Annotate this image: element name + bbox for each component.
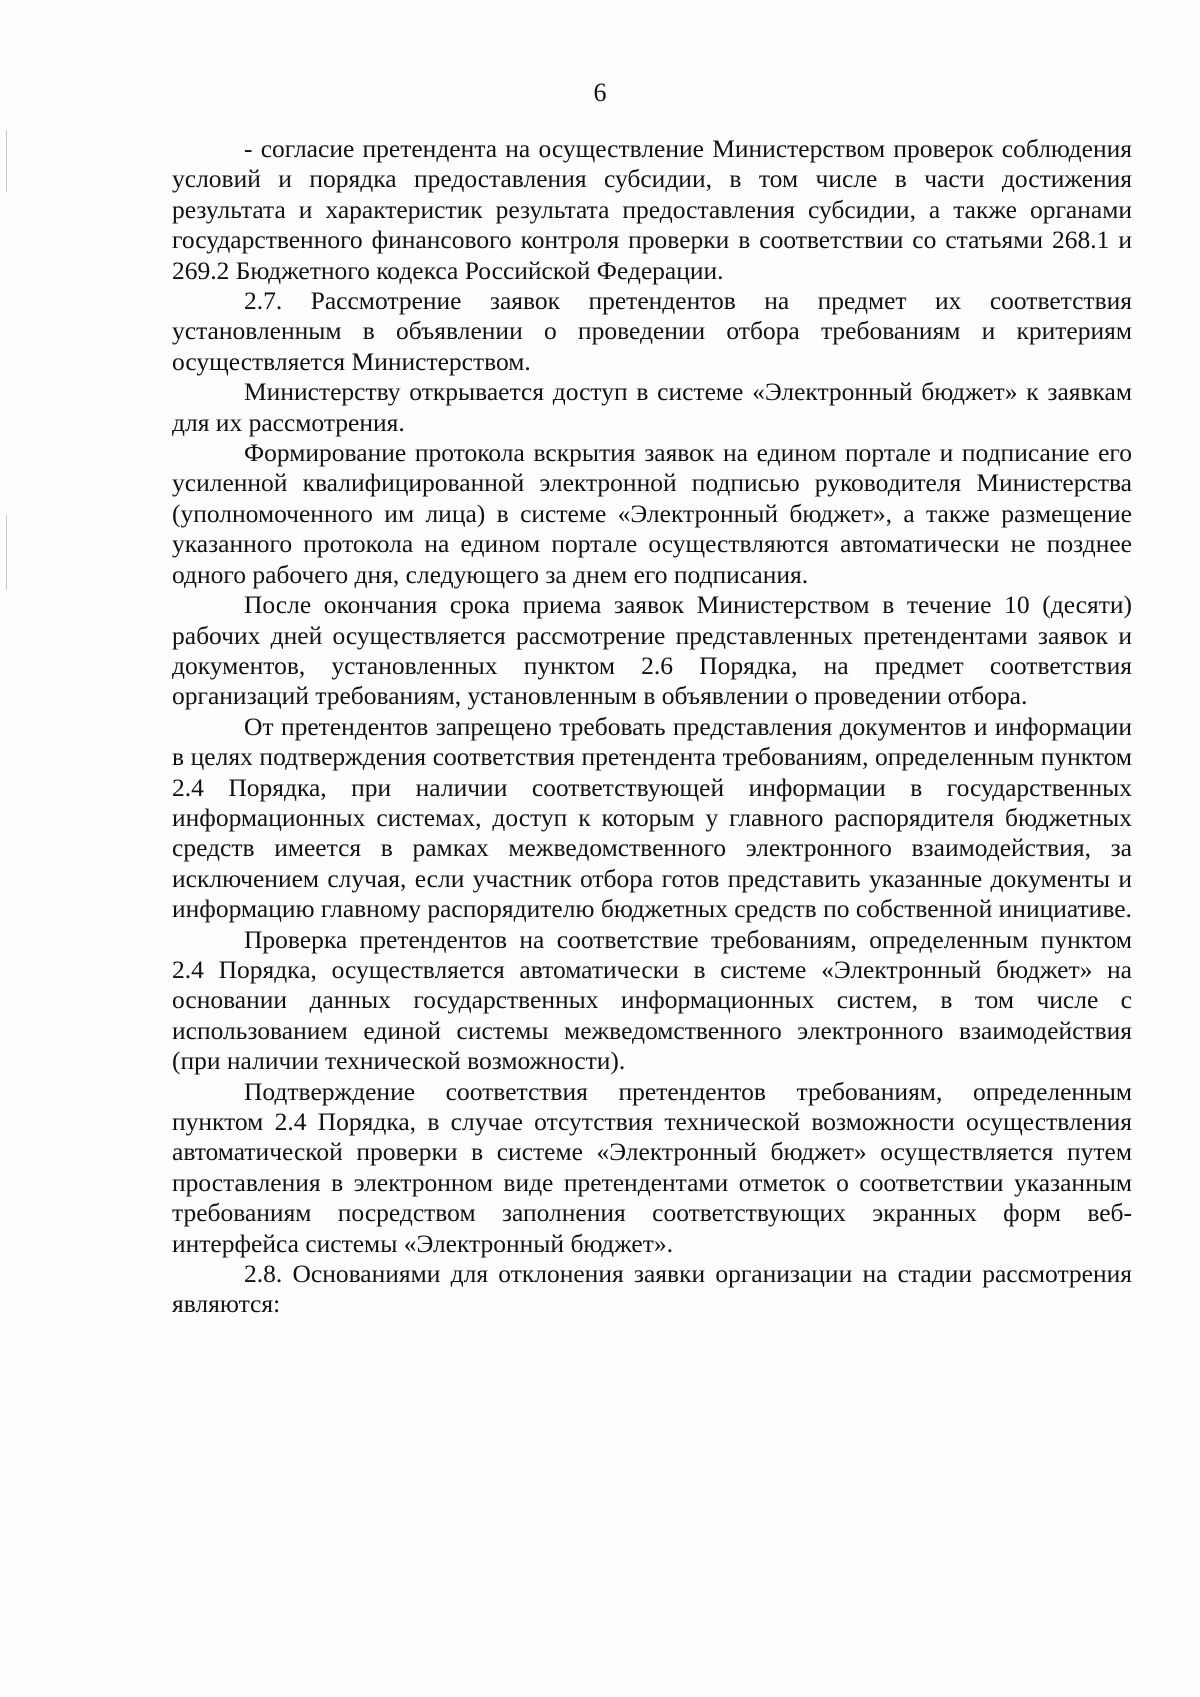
paragraph-review-term: После окончания срока приема заявок Министерством в течение 10 (десяти) рабочих дней осуществляется рассмотрение представленных претендентами заявок и документов, установленных пунктом 2.6 Порядка, на предмет соответствия организаций требованиям, установленным в объявлении о проведении отбора. bbox=[172, 590, 1132, 711]
paragraph-2-8: 2.8. Основаниями для отклонения заявки организации на стадии рассмотрения являются: bbox=[172, 1259, 1132, 1319]
scan-edge-mark bbox=[6, 130, 7, 192]
paragraph-access: Министерству открывается доступ в системе «Электронный бюджет» к заявкам для их рассмотрения. bbox=[172, 377, 1132, 437]
paragraph-2-7: 2.7. Рассмотрение заявок претендентов на предмет их соответствия установленным в объявлении о проведении отбора требованиям и критериям осуществляется Министерством. bbox=[172, 286, 1132, 376]
paragraph-documents-prohibition: От претендентов запрещено требовать представления документов и информации в целях подтверждения соответствия претендента требованиям, определенным пунктом 2.4 Порядка, при наличии соответствующей информации в государственных информационных системах, доступ к которым у главного распорядителя бюджетных средств имеется в рамках межведомственного электронного взаимодействия, за исключением случая, если участник отбора готов представить указанные документы и информацию главному распорядителю бюджетных средств по собственной инициативе. bbox=[172, 711, 1132, 924]
document-body bbox=[172, 134, 1132, 1320]
scan-edge-mark bbox=[6, 515, 7, 590]
paragraph-confirmation: Подтверждение соответствия претендентов требованиям, определенным пунктом 2.4 Порядка, в случае отсутствия технической возможности осуществления автоматической проверки в системе «Электронный бюджет» осуществляется путем проставления в электронном виде претендентами отметок о соответствии указанным требованиям посредством заполнения соответствующих экранных форм веб-интерфейса системы «Электронный бюджет». bbox=[172, 1076, 1132, 1258]
paragraph-protocol: Формирование протокола вскрытия заявок на едином портале и подписание его усиленной квалифицированной электронной подписью руководителя Министерства (уполномоченного им лица) в системе «Электронный бюджет», а также размещение указанного протокола на едином портале осуществляются автоматически не позднее одного рабочего дня, следующего за днем его подписания. bbox=[172, 438, 1132, 589]
page-number: 6 bbox=[593, 78, 607, 107]
paragraph-automatic-check: Проверка претендентов на соответствие требованиям, определенным пунктом 2.4 Порядка, осуществляется автоматически в системе «Электронный бюджет» на основании данных государственных информационных систем, в том числе с использованием единой системы межведомственного электронного взаимодействия (при наличии технической возможности). bbox=[172, 924, 1132, 1076]
paragraph-consent: - согласие претендента на осуществление Министерством проверок соблюдения условий и порядка предоставления субсидии, в том числе в части достижения результата и характеристик результата предоставления субсидии, а также органами государственного финансового контроля проверки в соответствии со статьями 268.1 и 269.2 Бюджетного кодекса Российской Федерации. bbox=[172, 134, 1132, 285]
